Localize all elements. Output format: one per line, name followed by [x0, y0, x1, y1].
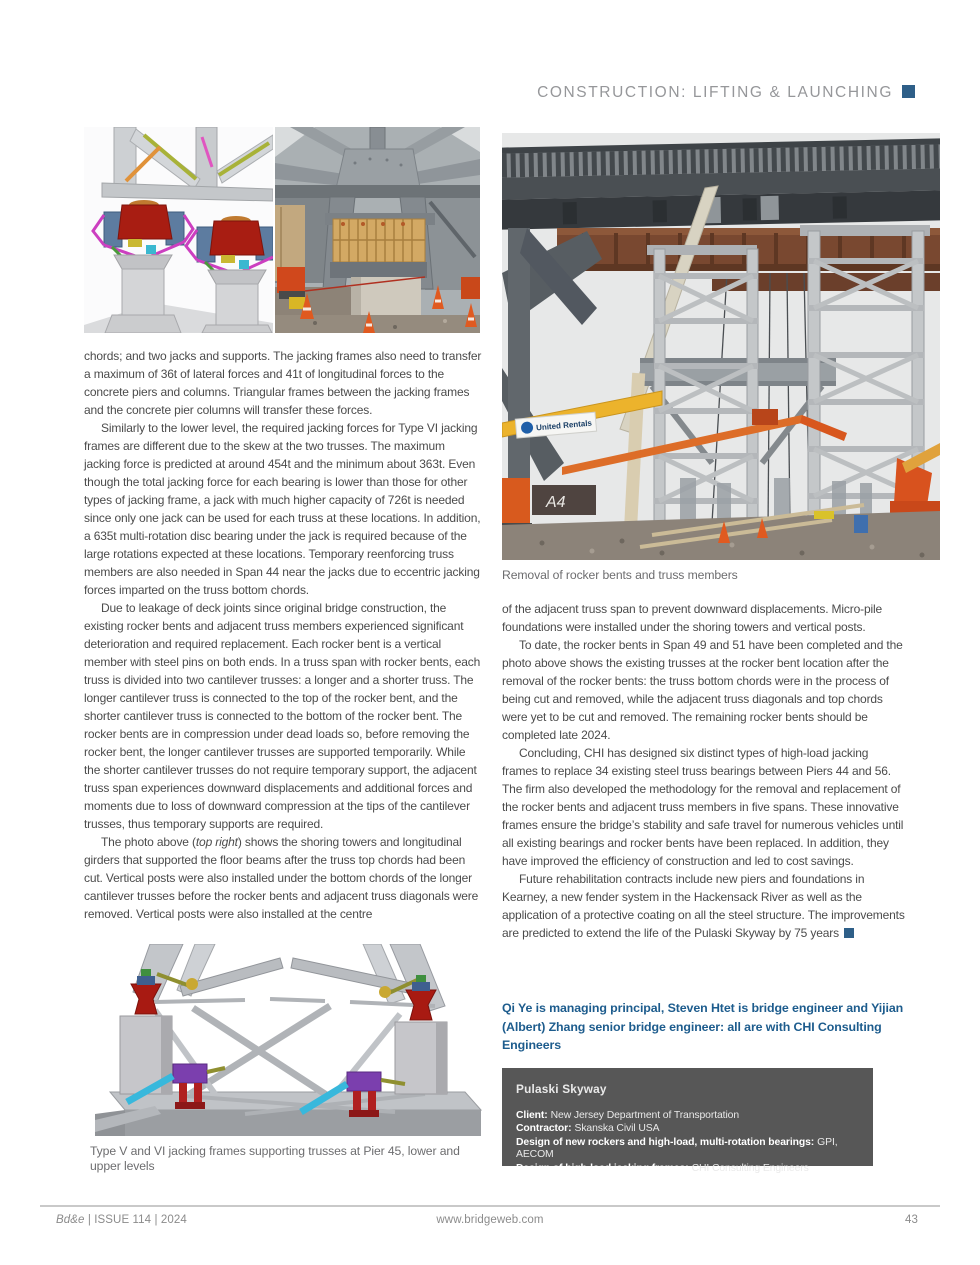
end-of-article-marker: [844, 928, 854, 938]
project-info-box: [502, 1068, 873, 1174]
article-left-column: [84, 347, 482, 923]
jacking-frame-site-photo: [275, 127, 480, 333]
paragraph: Due to leakage of deck joints since original bridge construction, the existing rocker bents and adjacent truss members experienced significant deterioration and required replacement. Each rocker bent is a vertical member with steel pins on both ends. In a truss span with rocker bents, each truss is divided into two cantilever trusses: a longer and a shorter truss. The longer cantilever truss is connected to the top of the rocker bent, and the shorter cantilever truss is connected to the bottom of the rocker bent. The rocker bents are in compression under dead loads so, before removing the rocker bent, the longer cantilever trusses are supported temporarily. While the shorter cantilever trusses do not require temporary support, the adjacent truss span experiences downward displacements and additional forces and moments due to loss of downward compression at the tips of the cantilever trusses, thus temporary supports are required.: [84, 601, 481, 831]
paragraph: Similarly to the lower level, the required jacking forces for Type VI jacking frames are different due to the skew at the two trusses. The maximum jacking force is predicted at around 454t and the minimum about 363t. Even though the total jacking force for each bearing is lower than those for other types of jacking frame, a jack with much higher capacity of 726t is needed since only one jack can be used for each truss at these locations. In addition, a 635t multi-rotation disc bearing under the jack is required because of the large rotations expected at these locations. Temporary reenforcing truss members are also needed in Span 44 near the jacks due to eccentric jacking forces imparted on the truss bottom chords.: [84, 421, 481, 597]
section-title: CONSTRUCTION: LIFTING & LAUNCHING: [537, 84, 893, 101]
article-right-column: [502, 600, 906, 942]
magazine-name: Bd&e: [56, 1214, 85, 1226]
paragraph: chords; and two jacks and supports. The jacking frames also need to transfer a maximum of 36t of lateral forces and 41t of longitudinal forces to the concrete piers and columns. Triangular frames between the jacking frames and the concrete pier columns will transfer these forces.: [84, 349, 482, 417]
info-box-title: Pulaski Skyway: [516, 1082, 607, 1096]
paragraph: The photo above (top right) shows the shoring towers and longitudinal girders that supported the floor beams after the truss top chords had been cut. Vertical posts were also installed under the bottom chords of the longer cantilever trusses before the rocker bents and adjacent truss diagonals were removed. Vertical posts were also installed at the centre: [84, 835, 479, 921]
caption-bottom-render: Type V and VI jacking frames supporting trusses at Pier 45, lower and upper levels: [90, 1144, 460, 1173]
section-header: [0, 84, 915, 102]
paragraph: Future rehabilitation contracts include new piers and foundations in Kearney, a new fender system in the Hackensack River as well as the application of a protective coating on all the steel structure. The improvements are predicted to extend the life of the Pulaski Skyway by 75 years: [502, 872, 905, 940]
a4-stencil-label: A4: [546, 494, 566, 511]
section-marker-square: [902, 85, 915, 98]
info-box-row: Design of new rockers and high-load, multi-rotation bearings: GPI, AECOM: [516, 1136, 838, 1161]
issue-info: | ISSUE 114 | 2024: [87, 1214, 187, 1226]
orange-machine: [277, 267, 305, 293]
info-box-row: Design of high-load jacking frames: CHI Consulting Engineers: [516, 1162, 809, 1174]
footer-website: www.bridgeweb.com: [436, 1214, 544, 1226]
pier45-jacking-frames-render: [95, 944, 483, 1140]
figure-top-right-photo: [502, 133, 940, 560]
caption-top-right-photo: Removal of rocker bents and truss members: [502, 568, 738, 582]
jacking-frame-render-image: [84, 127, 273, 333]
united-rentals-label: United Rentals: [535, 418, 593, 433]
paragraph: Concluding, CHI has designed six distinct types of high-load jacking frames to replace 34 existing steel truss bearings between Piers 44 and 56. The firm also developed the methodology for the removal and replacement of the rocker bents and adjacent truss members in five spans. These innovative frames ensure the bridge’s stability and safe travel for numerous vehicles until all existing bearings and rocker bents have been replaced. In addition, they have improved the efficiency of construction and led to cost savings.: [502, 746, 904, 868]
paragraph: To date, the rocker bents in Span 49 and 51 have been completed and the photo above shows the existing trusses at the rocker bent location after the removal of the rocker bents: the truss bottom chords were in the process of being cut and removed, while the adjacent truss diagonals and top chords were yet to be cut and removed. The remaining rocker bents should be completed late 2024.: [502, 638, 903, 742]
figure-top-left-render: [84, 127, 273, 333]
footer-rule: [40, 1205, 940, 1207]
footer-page-number: 43: [905, 1214, 918, 1226]
paragraph: of the adjacent truss span to prevent downward displacements. Micro-pile foundations were installed under the shoring towers and vertical posts.: [502, 602, 883, 634]
rocker-bent-removal-photo: [502, 133, 940, 560]
bridge-deck: [502, 138, 940, 230]
info-box-row: Client: New Jersey Department of Transportation: [516, 1109, 740, 1121]
lift-basket: [752, 409, 778, 425]
info-box-row: Contractor: Skanska Civil USA: [516, 1123, 660, 1135]
figure-top-left-photo: [275, 127, 480, 333]
figure-bottom-render: [95, 944, 483, 1140]
orange-machine-left: [502, 478, 530, 528]
author-byline: Qi Ye is managing principal, Steven Htet is bridge engineer and Yijian (Albert) Zhang senior bridge engineer: all are with CHI Consulting Engineers: [502, 1001, 904, 1052]
